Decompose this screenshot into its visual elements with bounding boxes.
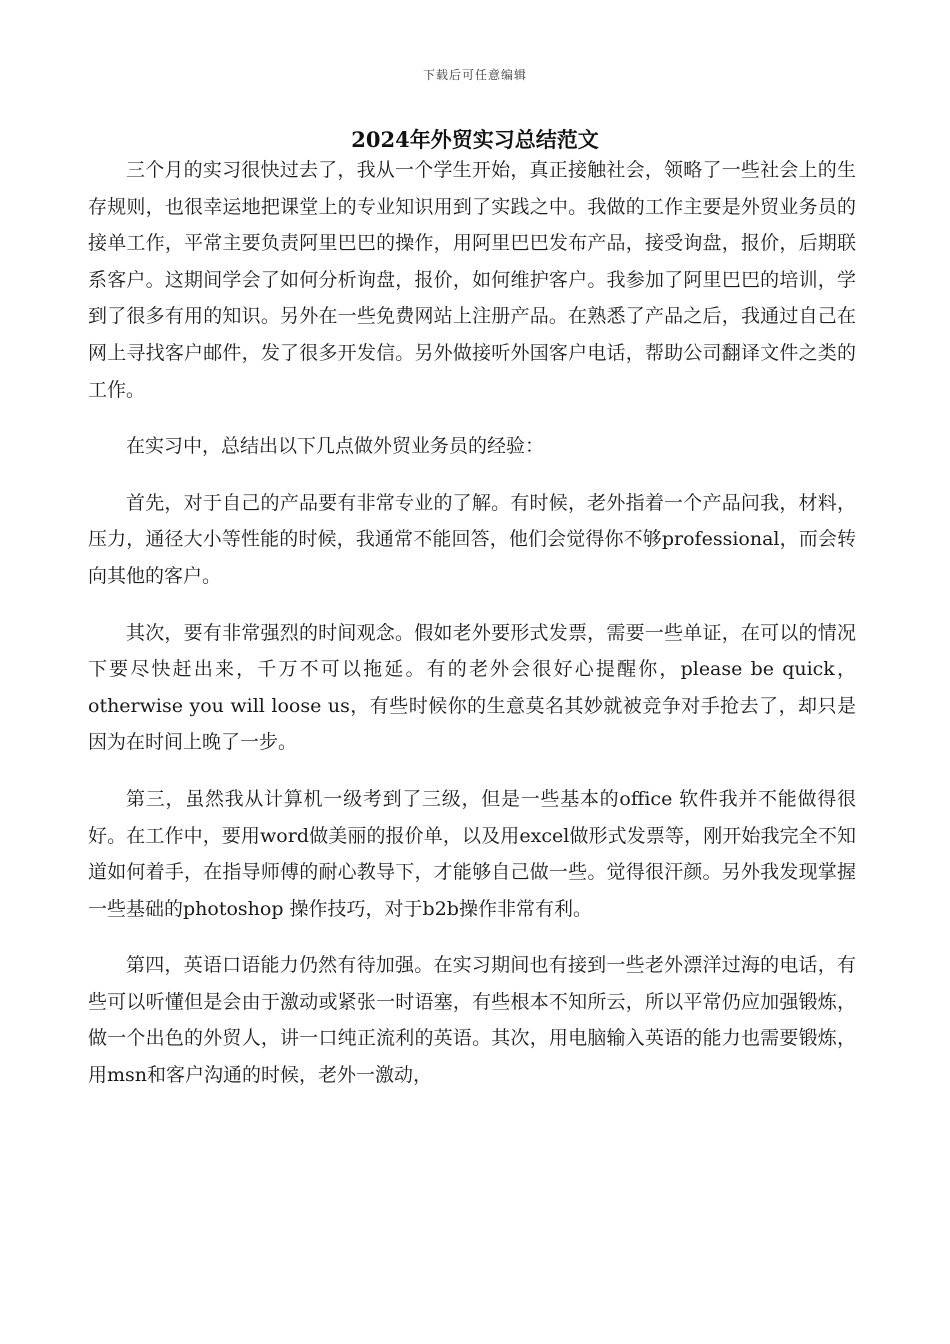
paragraph: 第四，英语口语能力仍然有待加强。在实习期间也有接到一些老外漂洋过海的电话，有些可以听懂但是会由于激动或紧张一时语塞，有些根本不知所云，所以平常仍应加强锻炼，做一个出色的外贸人，讲一口纯正流利的英语。其次，用电脑输入英语的能力也需要锻炼，用msn和客户沟通的时候，老外一激动，: [88, 954, 856, 1087]
paragraph: 在实习中，总结出以下几点做外贸业务员的经验：: [126, 435, 545, 458]
paragraph: 其次，要有非常强烈的时间观念。假如老外要形式发票，需要一些单证，在可以的情况下要尽快赶出来，千万不可以拖延。有的老外会很好心提醒你，please be quick，otherwise you will loose us，有些时候你的生意莫名其妙就被竞争对手抢去了，却只是因为在时间上晚了一步。: [88, 621, 856, 754]
document-title: 2024年外贸实习总结范文: [351, 127, 599, 152]
header-note: 下载后可任意编辑: [422, 68, 527, 82]
paragraph: 首先，对于自己的产品要有非常专业的了解。有时候，老外指着一个产品问我，材料，压力，通径大小等性能的时候，我通常不能回答，他们会觉得你不够professional，而会转向其他的客户。: [88, 491, 856, 587]
paragraph: 三个月的实习很快过去了，我从一个学生开始，真正接触社会，领略了一些社会上的生存规则，也很幸运地把课堂上的专业知识用到了实践之中。我做的工作主要是外贸业务员的接单工作，平常主要负责阿里巴巴的操作，用阿里巴巴发布产品，接受询盘，报价，后期联系客户。这期间学会了如何分析询盘，报价，如何维护客户。我参加了阿里巴巴的培训，学到了很多有用的知识。另外在一些免费网站上注册产品。在熟悉了产品之后，我通过自己在网上寻找客户邮件，发了很多开发信。另外做接听外国客户电话，帮助公司翻译文件之类的工作。: [88, 159, 856, 401]
document-body: [88, 152, 856, 1114]
paragraph: 第三，虽然我从计算机一级考到了三级，但是一些基本的office 软件我并不能做得很好。在工作中，要用word做美丽的报价单，以及用excel做形式发票等，刚开始我完全不知道如何着手，在指导师傅的耐心教导下，才能够自己做一些。觉得很汗颜。另外我发现掌握一些基础的photoshop 操作技巧，对于b2b操作非常有利。: [88, 787, 856, 920]
